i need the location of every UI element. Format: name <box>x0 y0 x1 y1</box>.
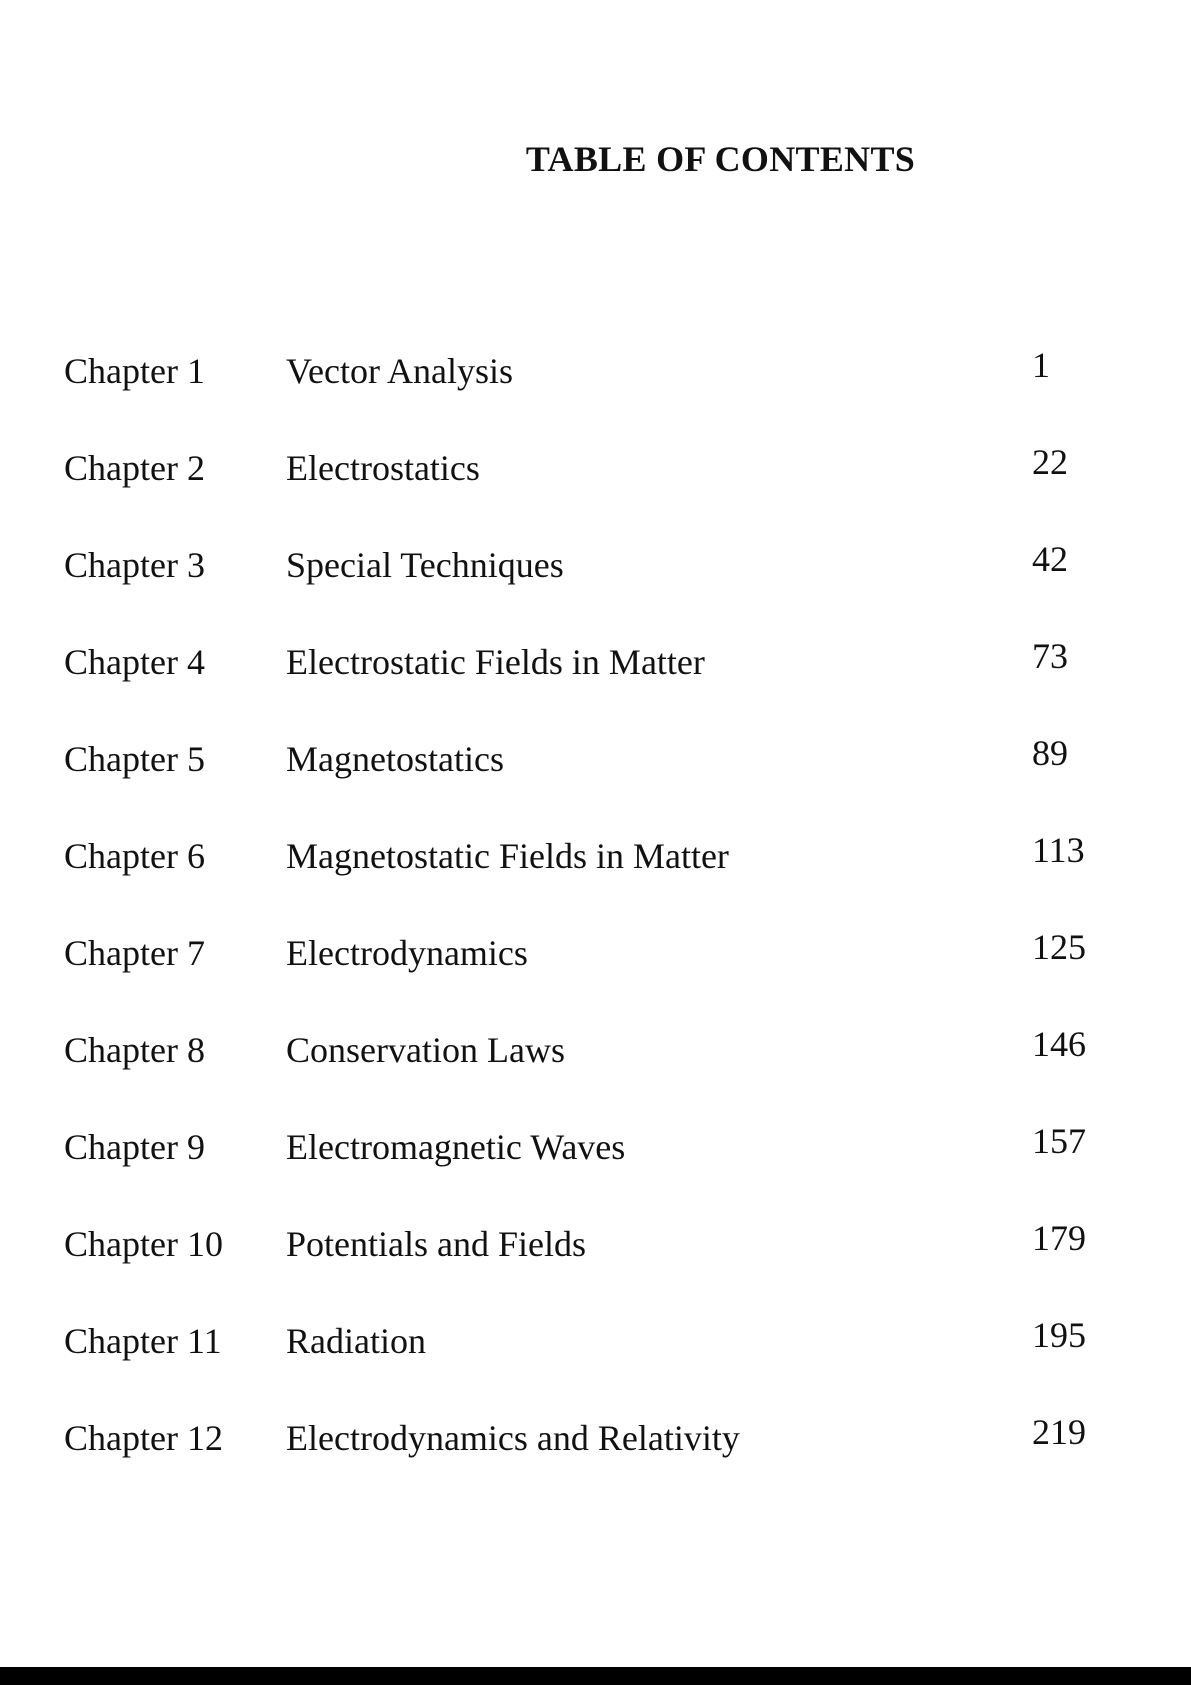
toc-chapter-title: Potentials and Fields <box>286 1224 586 1264</box>
toc-chapter-number: Chapter 3 <box>64 545 205 585</box>
toc-page-number: 219 <box>1032 1412 1086 1452</box>
toc-chapter-number: Chapter 10 <box>64 1224 223 1264</box>
toc-chapter-number: Chapter 5 <box>64 739 205 779</box>
toc-chapter-title: Electrodynamics and Relativity <box>286 1418 740 1458</box>
toc-chapter-title: Electrodynamics <box>286 933 528 973</box>
toc-chapter-title: Special Techniques <box>286 545 564 585</box>
toc-chapter-title: Electrostatic Fields in Matter <box>286 642 705 682</box>
toc-page-number: 73 <box>1032 636 1068 676</box>
toc-entry <box>64 1121 1114 1223</box>
toc-chapter-title: Magnetostatic Fields in Matter <box>286 836 729 876</box>
toc-page-number: 22 <box>1032 442 1068 482</box>
toc-chapter-title: Electromagnetic Waves <box>286 1127 626 1167</box>
page-bottom-edge <box>0 1667 1191 1685</box>
toc-entry <box>64 1218 1114 1320</box>
toc-chapter-number: Chapter 1 <box>64 351 205 391</box>
toc-page-number: 89 <box>1032 733 1068 773</box>
toc-chapter-number: Chapter 12 <box>64 1418 223 1458</box>
toc-chapter-number: Chapter 6 <box>64 836 205 876</box>
toc-chapter-number: Chapter 9 <box>64 1127 205 1167</box>
page-title: TABLE OF CONTENTS <box>525 139 916 179</box>
toc-chapter-number: Chapter 7 <box>64 933 205 973</box>
toc-page-number: 179 <box>1032 1218 1086 1258</box>
toc-chapter-number: Chapter 4 <box>64 642 205 682</box>
toc-chapter-title: Magnetostatics <box>286 739 504 779</box>
toc-entry <box>64 442 1114 544</box>
toc-entry <box>64 345 1114 447</box>
toc-chapter-title: Electrostatics <box>286 448 480 488</box>
toc-page-number: 42 <box>1032 539 1068 579</box>
toc-chapter-title: Conservation Laws <box>286 1030 565 1070</box>
toc-list <box>64 345 1114 1514</box>
toc-entry <box>64 1024 1114 1126</box>
toc-entry <box>64 636 1114 738</box>
toc-entry <box>64 927 1114 1029</box>
toc-entry <box>64 1412 1114 1514</box>
toc-entry <box>64 1315 1114 1417</box>
toc-chapter-number: Chapter 2 <box>64 448 205 488</box>
toc-page-number: 125 <box>1032 927 1086 967</box>
toc-entry <box>64 539 1114 641</box>
toc-chapter-title: Vector Analysis <box>286 351 513 391</box>
toc-page-number: 113 <box>1032 830 1085 870</box>
toc-entry <box>64 830 1114 932</box>
toc-page-number: 146 <box>1032 1024 1086 1064</box>
toc-page-number: 195 <box>1032 1315 1086 1355</box>
toc-entry <box>64 733 1114 835</box>
toc-chapter-number: Chapter 11 <box>64 1321 222 1361</box>
toc-page-number: 157 <box>1032 1121 1086 1161</box>
toc-page-number: 1 <box>1032 345 1050 385</box>
toc-chapter-title: Radiation <box>286 1321 426 1361</box>
toc-chapter-number: Chapter 8 <box>64 1030 205 1070</box>
